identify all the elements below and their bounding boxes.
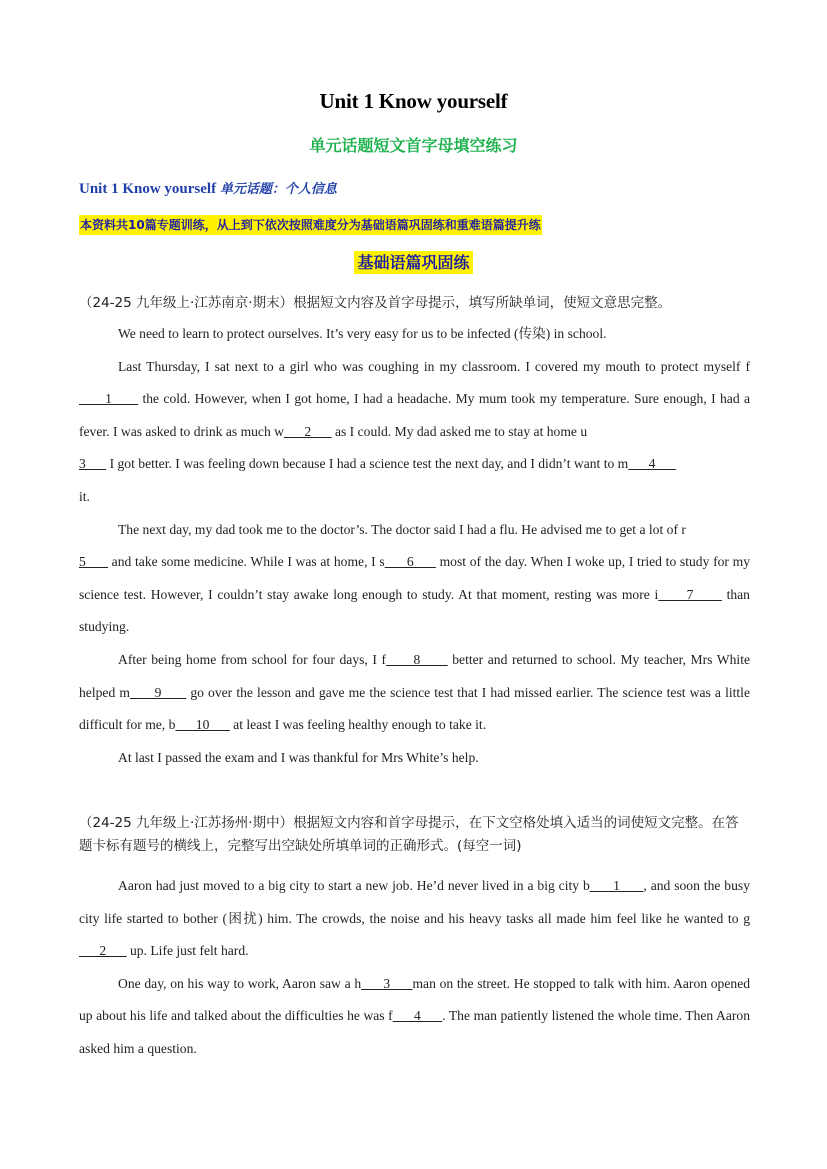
paragraph <box>79 742 750 775</box>
passage-text: Aaron had just moved to a big city to start a new job. He’d never lived in a big city b <box>118 878 590 893</box>
passage1-intro: （24-25 九年级上·江苏南京·期末）根据短文内容及首字母提示，填写所缺单词，使短文意思完整。 <box>79 295 672 311</box>
passage-text: The next day, my dad took me to the doctor’s. The doctor said I had a flu. He advised me to get a lot of r <box>118 521 686 537</box>
topic-cn: 单元话题：个人信息 <box>219 182 337 197</box>
topic-prefix: Unit 1 Know yourself <box>79 181 217 197</box>
passage-text: , and soon the busy city life started to bother (困扰) him. The crowds, the noise and his heavy tasks all made him feel like he wanted to g <box>79 878 750 926</box>
passage-text: the cold. However, when I got home, I had a headache. My mum took my temperature. Sure enough, I had a fever. I was asked to drink as much w <box>79 391 751 439</box>
passage-text: it. <box>79 488 90 504</box>
passage-text: most of the day. When I woke up, I tried to study for my science test. However, I couldn’t stay awake long enough to study. At that moment, resting was more i <box>79 554 751 602</box>
passage-text: up. Life just felt hard. <box>126 943 249 959</box>
paragraph <box>79 870 750 968</box>
answer-blank[interactable]: 9 <box>129 684 187 700</box>
passage2 <box>79 870 750 1066</box>
passage-text: better and returned to school. My teacher, Mrs White helped m <box>79 651 751 700</box>
passage-text: We need to learn to protect ourselves. It’s very easy for us to be infected (传染) in school. <box>118 326 607 341</box>
passage-text: At last I passed the exam and I was thankful for Mrs White’s help. <box>118 749 479 765</box>
answer-blank[interactable]: 3 <box>361 975 413 991</box>
page-subtitle: 单元话题短文首字母填空练习 <box>309 136 518 155</box>
section-heading-text: 基础语篇巩固练 <box>354 251 472 274</box>
answer-blank[interactable]: 1 <box>589 878 644 893</box>
answer-blank[interactable]: 5 <box>79 554 108 570</box>
answer-blank[interactable]: 4 <box>392 1008 443 1024</box>
note-line: 本资料共10篇专题训练，从上到下依次按照难度分为基础语篇巩固练和重难语篇提升练 <box>79 215 542 235</box>
paragraph <box>79 351 750 514</box>
answer-blank[interactable]: 7 <box>658 586 722 602</box>
answer-blank[interactable]: 4 <box>628 456 676 472</box>
passage-text: go over the lesson and gave me the science test that I had missed earlier. The science test was a little difficult for me, b <box>79 684 750 733</box>
passage-text: I got better. I was feeling down because I had a science test the next day, and I didn’t want to m <box>106 456 629 472</box>
answer-blank[interactable]: 6 <box>384 554 436 570</box>
answer-blank[interactable]: 2 <box>283 423 332 439</box>
passage2-intro: （24-25 九年级上·江苏扬州·期中）根据短文内容和首字母提示，在下文空格处填入适当的词使短文完整。在答题卡标有题号的横线上，完整写出空缺处所填单词的正确形式。(每空一词) <box>79 815 739 854</box>
passage-text: than studying. <box>79 586 750 635</box>
paragraph <box>79 968 750 1066</box>
page-title: Unit 1 Know yourself <box>319 89 508 113</box>
answer-blank[interactable]: 8 <box>386 651 448 667</box>
section-heading <box>0 250 827 273</box>
passage-text: Last Thursday, I sat next to a girl who was coughing in my classroom. I covered my mouth to protect myself f <box>118 358 750 374</box>
passage-text: One day, on his way to work, Aaron saw a h <box>118 975 362 991</box>
paragraph <box>79 514 750 644</box>
passage-text: After being home from school for four days, I f <box>118 651 387 667</box>
passage-text: and take some medicine. While I was at home, I s <box>107 554 385 570</box>
answer-blank[interactable]: 3 <box>79 456 107 472</box>
answer-blank[interactable]: 1 <box>79 391 139 407</box>
topic-line <box>79 178 337 198</box>
passage1 <box>79 318 750 774</box>
answer-blank[interactable]: 10 <box>175 717 230 733</box>
answer-blank[interactable]: 2 <box>79 943 127 959</box>
paragraph <box>79 644 750 742</box>
passage-text: as I could. My dad asked me to stay at home u <box>331 423 588 439</box>
passage-text: man on the street. He stopped to talk with him. Aaron opened up about his life and talked about the difficulties he was f <box>79 975 751 1024</box>
paragraph <box>79 318 750 351</box>
passage-text: . The man patiently listened the whole time. Then Aaron asked him a question. <box>79 1008 751 1056</box>
passage-text: at least I was feeling healthy enough to take it. <box>229 717 487 733</box>
